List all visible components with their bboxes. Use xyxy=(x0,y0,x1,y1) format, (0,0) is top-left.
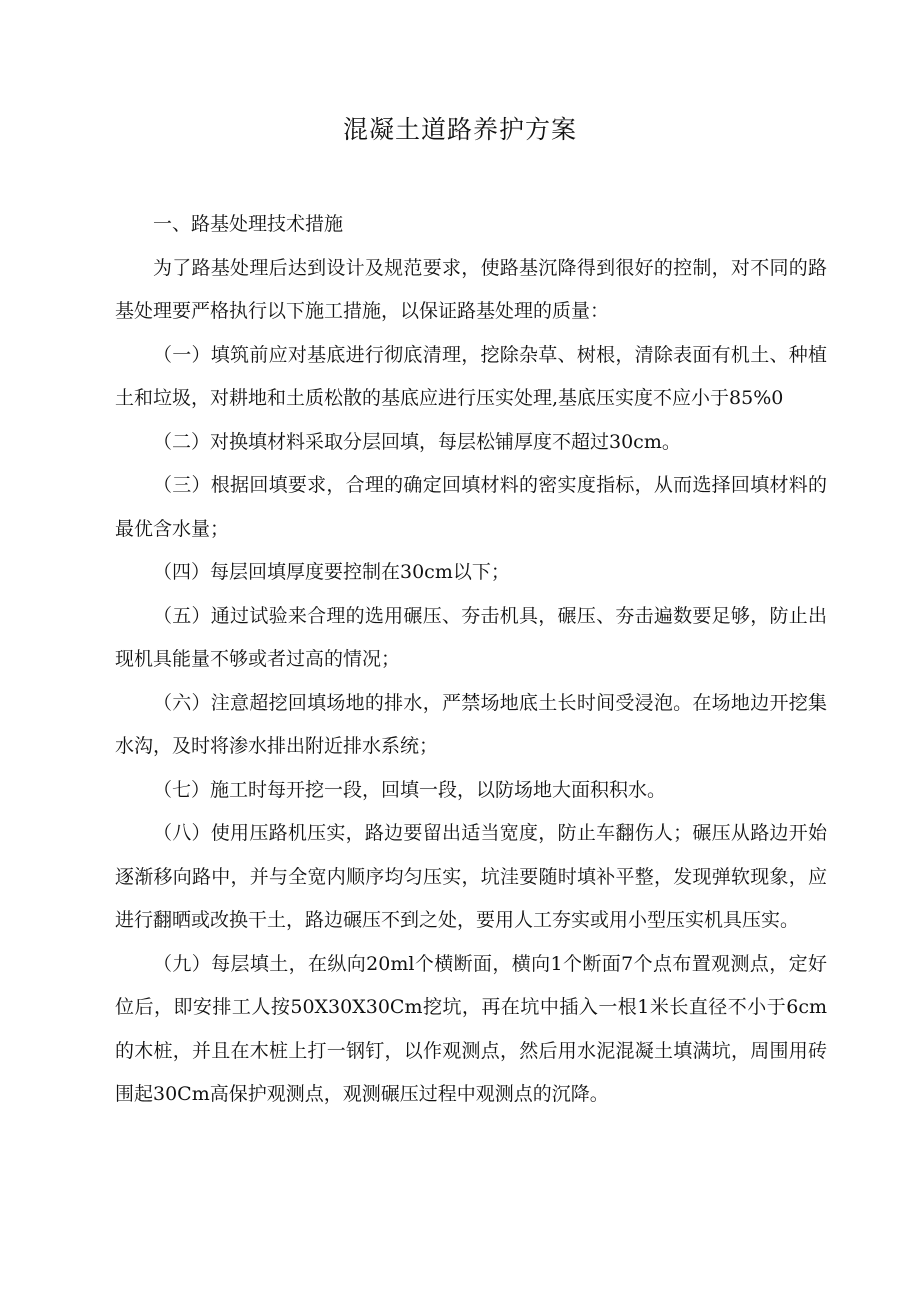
paragraph-item-4: （四）每层回填厚度要控制在30cm以下； xyxy=(153,561,510,583)
paragraph-item-6: （六）注意超挖回填场地的排水，严禁场地底土长时间受浸泡。在场地边开挖集水沟，及时将渗水排出附近排水系统； xyxy=(115,691,827,757)
paragraph-item-9: （九）每层填土，在纵向20ml个横断面，横向1个断面7个点布置观测点，定好位后，即安排工人按50X30X30Cm挖坑，再在坑中插入一根1米长直径不小于6cm的木桩，并且在木桩上打一钢钉，以作观测点，然后用水泥混凝土填满坑，周围用砖围起30Cm高保护观测点，观测碾压过程中观测点的沉降。 xyxy=(115,952,827,1105)
paragraph-intro: 为了路基处理后达到设计及规范要求，使路基沉降得到很好的控制，对不同的路基处理要严格执行以下施工措施，以保证路基处理的质量： xyxy=(115,256,827,322)
paragraph-item-5: （五）通过试验来合理的选用碾压、夯击机具，碾压、夯击遍数要足够，防止出现机具能量不够或者过高的情况； xyxy=(115,604,827,670)
document-body xyxy=(115,203,827,1117)
paragraph-item-2: （二）对换填材料采取分层回填，每层松铺厚度不超过30cm。 xyxy=(153,430,681,453)
document-title: 混凝土道路养护方案 xyxy=(342,115,577,144)
paragraph-item-7: （七）施工时每开挖一段，回填一段，以防场地大面积积水。 xyxy=(153,778,667,801)
paragraph-item-8: （八）使用压路机压实，路边要留出适当宽度，防止车翻伤人；碾压从路边开始逐渐移向路中，并与全宽内顺序均匀压实，坑洼要随时填补平整，发现弹软现象，应进行翻晒或改换干土，路边碾压不到之处，要用人工夯实或用小型压实机具压实。 xyxy=(115,822,827,931)
paragraph-item-1: （一）填筑前应对基底进行彻底清理，挖除杂草、树根，清除表面有机土、种植土和垃圾，对耕地和土质松散的基底应进行压实处理,基底压实度不应小于85%0 xyxy=(115,343,827,409)
paragraph-item-3: （三）根据回填要求，合理的确定回填材料的密实度指标，从而选择回填材料的最优含水量； xyxy=(115,474,827,540)
section-heading: 一、路基处理技术措施 xyxy=(153,213,344,235)
